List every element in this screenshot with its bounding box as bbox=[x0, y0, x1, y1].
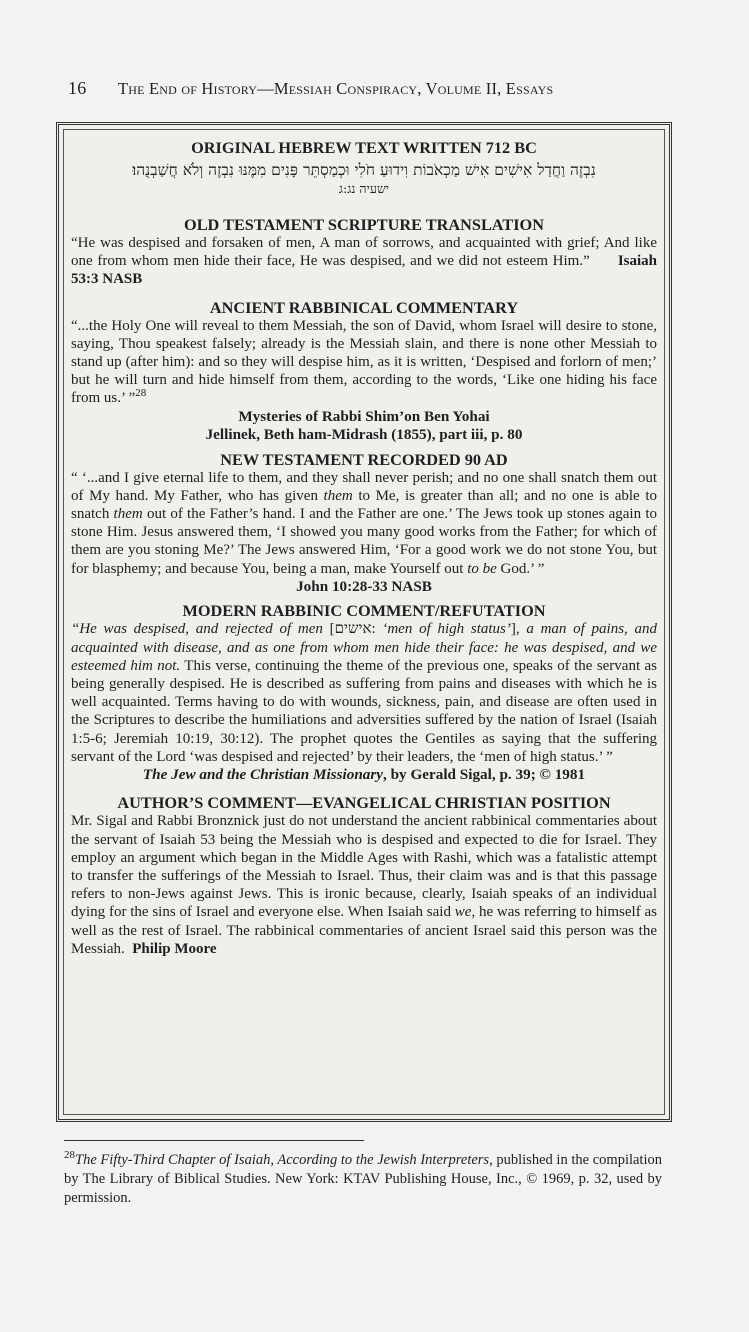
section-title-ot-translation: OLD TESTAMENT SCRIPTURE TRANSLATION bbox=[184, 215, 544, 234]
nt-emphasis: them bbox=[323, 487, 353, 504]
page-number: 16 bbox=[68, 78, 87, 98]
author-signature: Philip Moore bbox=[132, 940, 217, 957]
author-comment-part: , he was referring to himself as well as the rest of Israel. The rabbinical commentaries of ancient Israel said this person was the Messiah. bbox=[71, 904, 657, 957]
nt-text-part: to Me, is greater than all; and no one is able to snatch bbox=[71, 487, 657, 523]
hebrew-reference: ישעיה נג:ג bbox=[338, 181, 390, 196]
content-box-inner bbox=[63, 129, 665, 1115]
section-title-author-comment: AUTHOR’S COMMENT—EVANGELICAL CHRISTIAN POSITION bbox=[117, 793, 611, 813]
nt-recorded-text bbox=[71, 469, 657, 578]
modern-rabbinic-source-title: The Jew and the Christian Missionary bbox=[142, 765, 384, 783]
nt-recorded-reference: John 10:28-33 NASB bbox=[296, 577, 432, 595]
hebrew-verse: נִבְזֶה וַחֲדַל אִישִׁים אִישׁ מַכְאֹבוֹת וִידוּעַ חֹלִי וּכְמַסְתֵּר פָּנִים מִמֶּנּוּ נִבְזֶה וְלֹא חֲשַׁבְנֻהוּ׃ bbox=[132, 161, 596, 179]
page-header bbox=[68, 78, 668, 99]
author-comment-emphasis: we bbox=[454, 904, 472, 921]
ancient-commentary-text bbox=[71, 317, 657, 408]
author-comment-part: Mr. Sigal and Rabbi Bronznick just do not understand the ancient rabbinical commentaries about the servant of Isaiah 53 being the Messiah who is despised and expected to die for Israel. They employ an argument which began in the Middle Ages with Rashi, which was a fatalistic attempt to transfer the sufferings of the Messiah to Israel. Thus, their claim was and is that this passage refers to non-Jews against Jews. This is ironic because, clearly, Isaiah speaks of an individual dying for the sins of Israel and everyone else. When Isaiah said bbox=[71, 813, 657, 921]
ot-translation-quote: “He was despised and forsaken of men, A man of sorrows, and acquainted with grief; And like one from whom men hide their face, He was despised, and we did not esteem Him.” bbox=[71, 235, 657, 270]
modern-rabbinic-bracket-italic: ‘men of high status’ bbox=[382, 621, 511, 638]
ot-translation-text bbox=[71, 234, 657, 289]
footnote bbox=[64, 1151, 662, 1208]
footnote-divider bbox=[64, 1140, 364, 1141]
nt-emphasis: to be bbox=[467, 560, 497, 577]
nt-emphasis: them bbox=[113, 506, 143, 523]
footnote-text: published in the compilation by The Library of Biblical Studies. New York: KTAV Publishing House, Inc., © 1969, p. 32, used by permission. bbox=[64, 1152, 662, 1206]
ot-translation-reference: Isaiah 53:3 NASB bbox=[71, 253, 657, 288]
modern-rabbinic-body: This verse, continuing the theme of the previous one, speaks of the servant as being generally despised. He is described as suffering from pains and diseases with which he is well acquainted. Terms having to do with wounds, sickness, pain, and disease are often used in the Scriptures to describe the humiliations and adversities suffered by the nation of Israel (Isaiah 1:5-6; Jeremiah 10:19, 30:12). The prophet quotes the Gentiles as saying that the suffering servant of the Lord ‘was despised and rejected’ by their leaders, the ‘men of high status.’ ” bbox=[71, 657, 658, 765]
footnote-title: The Fifty-Third Chapter of Isaiah, According to the Jewish Interpreters, bbox=[75, 1152, 493, 1168]
content-box bbox=[56, 122, 672, 1122]
modern-rabbinic-bracket-close: ], bbox=[510, 621, 527, 638]
modern-rabbinic-source bbox=[71, 766, 657, 785]
modern-rabbinic-text bbox=[71, 620, 657, 766]
footnote-number: 28 bbox=[64, 1149, 75, 1162]
section-title-nt-recorded: NEW TESTAMENT RECORDED 90 AD bbox=[220, 449, 508, 469]
section-title-hebrew-original: ORIGINAL HEBREW TEXT WRITTEN 712 BC bbox=[191, 138, 537, 157]
ancient-commentary-source-2: Jellinek, Beth ham-Midrash (1855), part iii, p. 80 bbox=[205, 426, 523, 444]
ancient-commentary-quote: “...the Holy One will reveal to them Messiah, the son of David, whom Israel will desire to stone, saying, Thou speakest falsely; already is the Messiah slain, and there is none other Messiah to stand up (after him): and so they will despise him, as it is written, ‘Despised and forlorn of men;’ but he will turn and hide himself from them, according to the words, ‘Like one hiding his face from us.’ ” bbox=[71, 317, 657, 407]
footnote-marker[interactable]: 28 bbox=[135, 387, 147, 400]
section-title-modern-rabbinic: MODERN RABBINIC COMMENT/REFUTATION bbox=[182, 601, 546, 621]
section-title-ancient-commentary: ANCIENT RABBINICAL COMMENTARY bbox=[209, 297, 519, 317]
nt-text-part: “ ‘...and I give eternal life to them, and they shall never perish; and no one shall snatch them out of My hand. My Father, who has given bbox=[71, 469, 657, 504]
nt-text-part: out of the Father’s hand. I and the Father are one.’ The Jews took up stones again to stone Him. Jesus answered them, ‘I showed you many good works from the Father; for which of them are you stoning Me?’ The Jews answered Him, ‘For a good work we do not stone You, but for blasphemy; and because You, being a man, make Yourself out bbox=[71, 506, 657, 577]
modern-rabbinic-bracket: [אישים: bbox=[322, 621, 383, 638]
modern-rabbinic-italic: a man of pains, and acquainted with disease, and as one from whom men hide their face: he was despised, and we esteemed him not. bbox=[71, 621, 658, 674]
ancient-commentary-source-1: Mysteries of Rabbi Shim’on Ben Yohai bbox=[238, 407, 490, 425]
modern-rabbinic-italic: “He was despised, and rejected of men bbox=[71, 621, 323, 638]
modern-rabbinic-source-rest: , by Gerald Sigal, p. 39; © 1981 bbox=[383, 765, 586, 783]
author-comment-text bbox=[71, 812, 657, 958]
nt-text-part: God.’ ” bbox=[496, 560, 545, 577]
running-title: The End of History—Messiah Conspiracy, Volume II, Essays bbox=[118, 79, 554, 98]
